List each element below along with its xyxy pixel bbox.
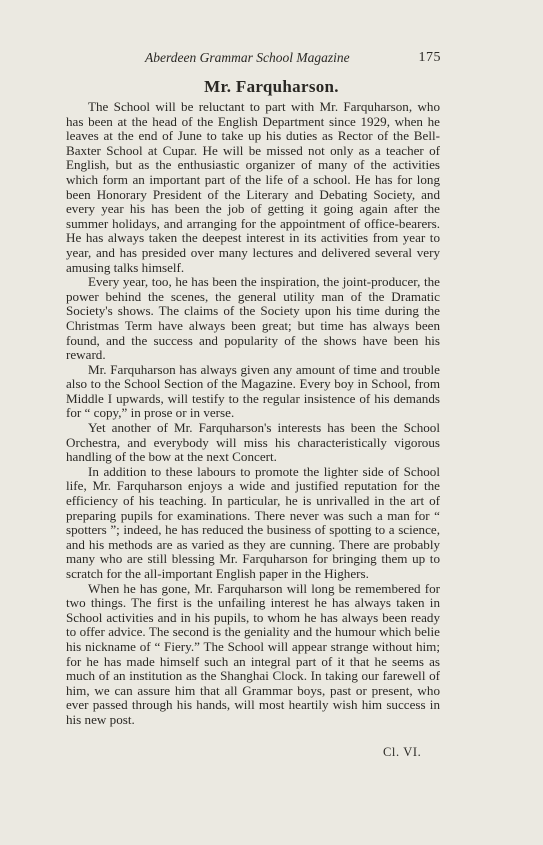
- article-title: Mr. Farquharson.: [204, 77, 339, 96]
- paragraph-2: Every year, too, he has been the inspiration, the joint-producer, the power behind the scenes, the general utility man of the Dramatic Society's shows. The claims of the Society upon his time during the Christmas Term have always been great; but time has always been found, and the success and popularity of the shows have been his reward.: [66, 274, 440, 363]
- paragraph-6: When he has gone, Mr. Farquharson will long be remembered for two things. The first is the unfailing interest he has always taken in School activities and in his pupils, to whom he has always been ready to offer advice. The second is the geniality and the humour which belie his nickname of “ Fiery.” The School will appear strange without him; for he has made himself such an integral part of it that he seems as much of an institution as the Shanghai Clock. In taking our farewell of him, we can assure him that all Grammar boys, past or present, who ever passed through his hands, will most heartily wish him success in his new post.: [66, 580, 440, 727]
- paragraph-5: In addition to these labours to promote the lighter side of School life, Mr. Farquharson enjoys a wide and justified reputation for the efficiency of his teaching. In particular, he is unrivalled in the art of preparing pupils for examinations. There never was such a man for “ spotters ”; indeed, he has reduced the business of spotting to a science, and his methods are as varied as they are cunning. There are probably many who are still blessing Mr. Farquharson for bringing them up to scratch for the all-important English paper in the Highers.: [66, 463, 440, 581]
- article-body: [66, 100, 440, 728]
- paragraph-1: The School will be reluctant to part with Mr. Farquharson, who has been at the head of the English Department since 1929, when he leaves at the end of June to take up his duties as Rector of the Bell-Baxter School at Cupar. He will be missed not only as a teacher of English, but as the enthusiastic organizer of many of the activities which form an important part of the life of a school. He has for long been Honorary President of the Literary and Debating Society, and every year his has been the job of getting it going again after the summer holidays, and arranging for the appointment of office-bearers. He has always taken the deepest interest in its activities from year to year, and has presided over many lectures and delivered several very amusing talks himself.: [66, 99, 440, 275]
- paragraph-3: Mr. Farquharson has always given any amount of time and trouble also to the School Section of the Magazine. Every boy in School, from Middle I upwards, will testify to the regular insistence of his demands for “ copy,” in prose or in verse.: [66, 361, 440, 421]
- journal-title: Aberdeen Grammar School Magazine: [145, 50, 350, 65]
- signature: Cl. VI.: [383, 745, 422, 759]
- running-header: [60, 50, 445, 66]
- paragraph-4: Yet another of Mr. Farquharson's interests has been the School Orchestra, and everybody will miss his characteristically vigorous handling of the bow at the next Concert.: [66, 420, 440, 465]
- page-number: 175: [418, 50, 441, 65]
